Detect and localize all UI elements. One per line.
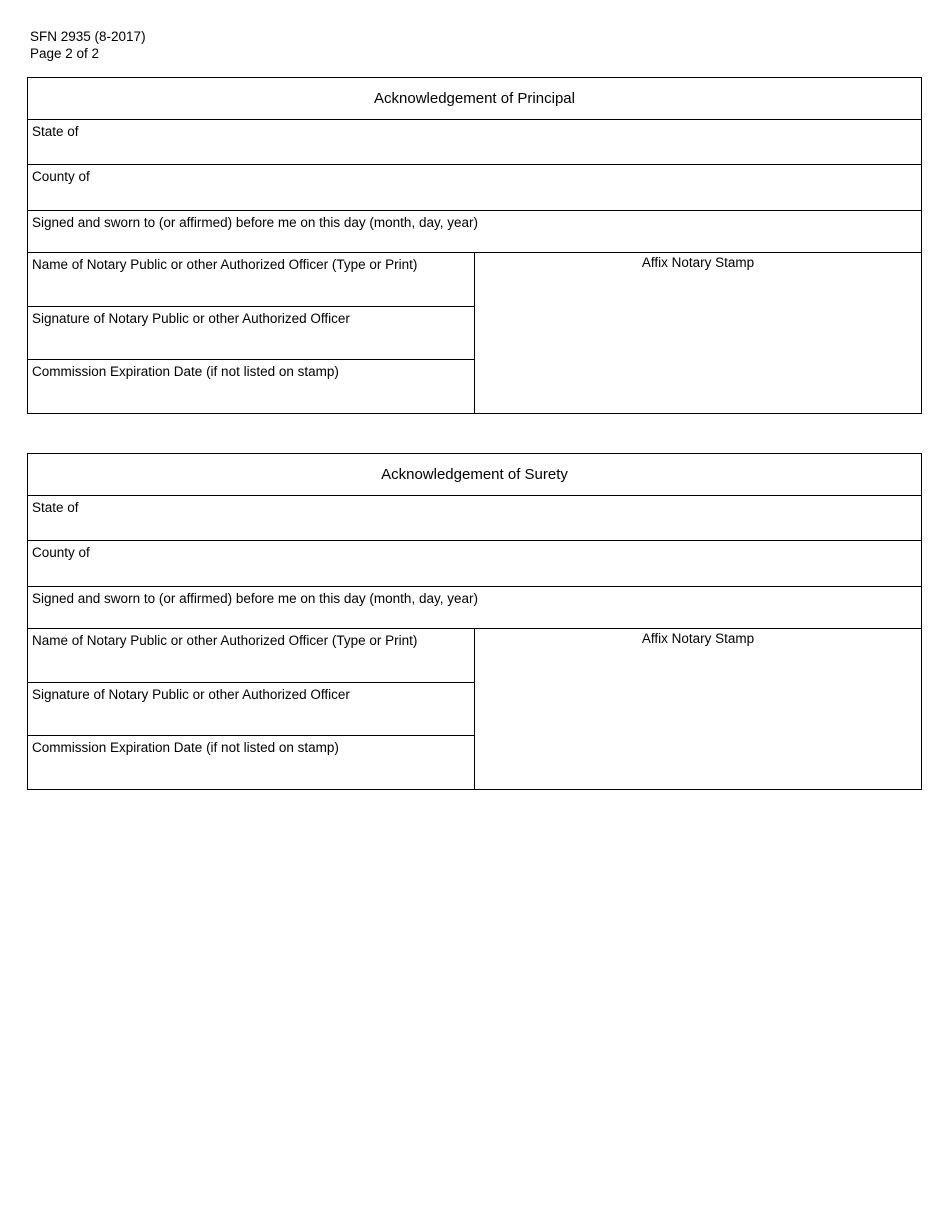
surety-commission-expiration-label: Commission Expiration Date (if not listed on stamp) — [32, 740, 339, 756]
surety-signed-date-field[interactable] — [28, 587, 921, 629]
principal-stamp-label: Affix Notary Stamp — [641, 255, 755, 270]
principal-county-field[interactable] — [28, 165, 921, 211]
surety-county-field[interactable] — [28, 541, 921, 587]
principal-acknowledgement-section — [27, 77, 922, 414]
principal-notary-stamp-area — [475, 253, 921, 413]
surety-county-label: County of — [32, 545, 90, 560]
surety-notary-block — [28, 629, 921, 789]
principal-section-title: Acknowledgement of Principal — [28, 78, 921, 120]
principal-signed-date-label: Signed and sworn to (or affirmed) before me on this day (month, day, year) — [32, 215, 478, 230]
principal-commission-expiration-field[interactable] — [28, 360, 474, 413]
surety-commission-expiration-field[interactable] — [28, 736, 474, 789]
principal-state-label: State of — [32, 124, 79, 139]
principal-notary-fields — [28, 253, 475, 413]
form-header — [30, 28, 146, 62]
principal-notary-signature-field[interactable] — [28, 307, 474, 361]
principal-notary-name-label: Name of Notary Public or other Authorized Officer (Type or Print) — [32, 257, 418, 272]
surety-state-label: State of — [32, 500, 79, 515]
form-number: SFN 2935 (8-2017) — [30, 29, 146, 44]
surety-notary-fields — [28, 629, 475, 789]
principal-state-field[interactable] — [28, 120, 921, 165]
surety-notary-name-label: Name of Notary Public or other Authorized Officer (Type or Print) — [32, 633, 418, 648]
surety-acknowledgement-section — [27, 453, 922, 790]
principal-commission-expiration-label: Commission Expiration Date (if not listed on stamp) — [32, 364, 339, 380]
surety-notary-signature-label: Signature of Notary Public or other Authorized Officer — [32, 686, 350, 702]
principal-county-label: County of — [32, 169, 90, 184]
surety-notary-name-field[interactable] — [28, 629, 474, 683]
surety-state-field[interactable] — [28, 496, 921, 541]
principal-notary-block — [28, 253, 921, 413]
surety-stamp-label: Affix Notary Stamp — [641, 631, 755, 646]
principal-signed-date-field[interactable] — [28, 211, 921, 253]
page-number: Page 2 of 2 — [30, 46, 100, 61]
surety-signed-date-label: Signed and sworn to (or affirmed) before me on this day (month, day, year) — [32, 591, 478, 606]
surety-notary-signature-field[interactable] — [28, 683, 474, 737]
principal-notary-signature-label: Signature of Notary Public or other Authorized Officer — [32, 310, 350, 326]
surety-notary-stamp-area — [475, 629, 921, 789]
principal-notary-name-field[interactable] — [28, 253, 474, 307]
surety-section-title: Acknowledgement of Surety — [28, 454, 921, 496]
